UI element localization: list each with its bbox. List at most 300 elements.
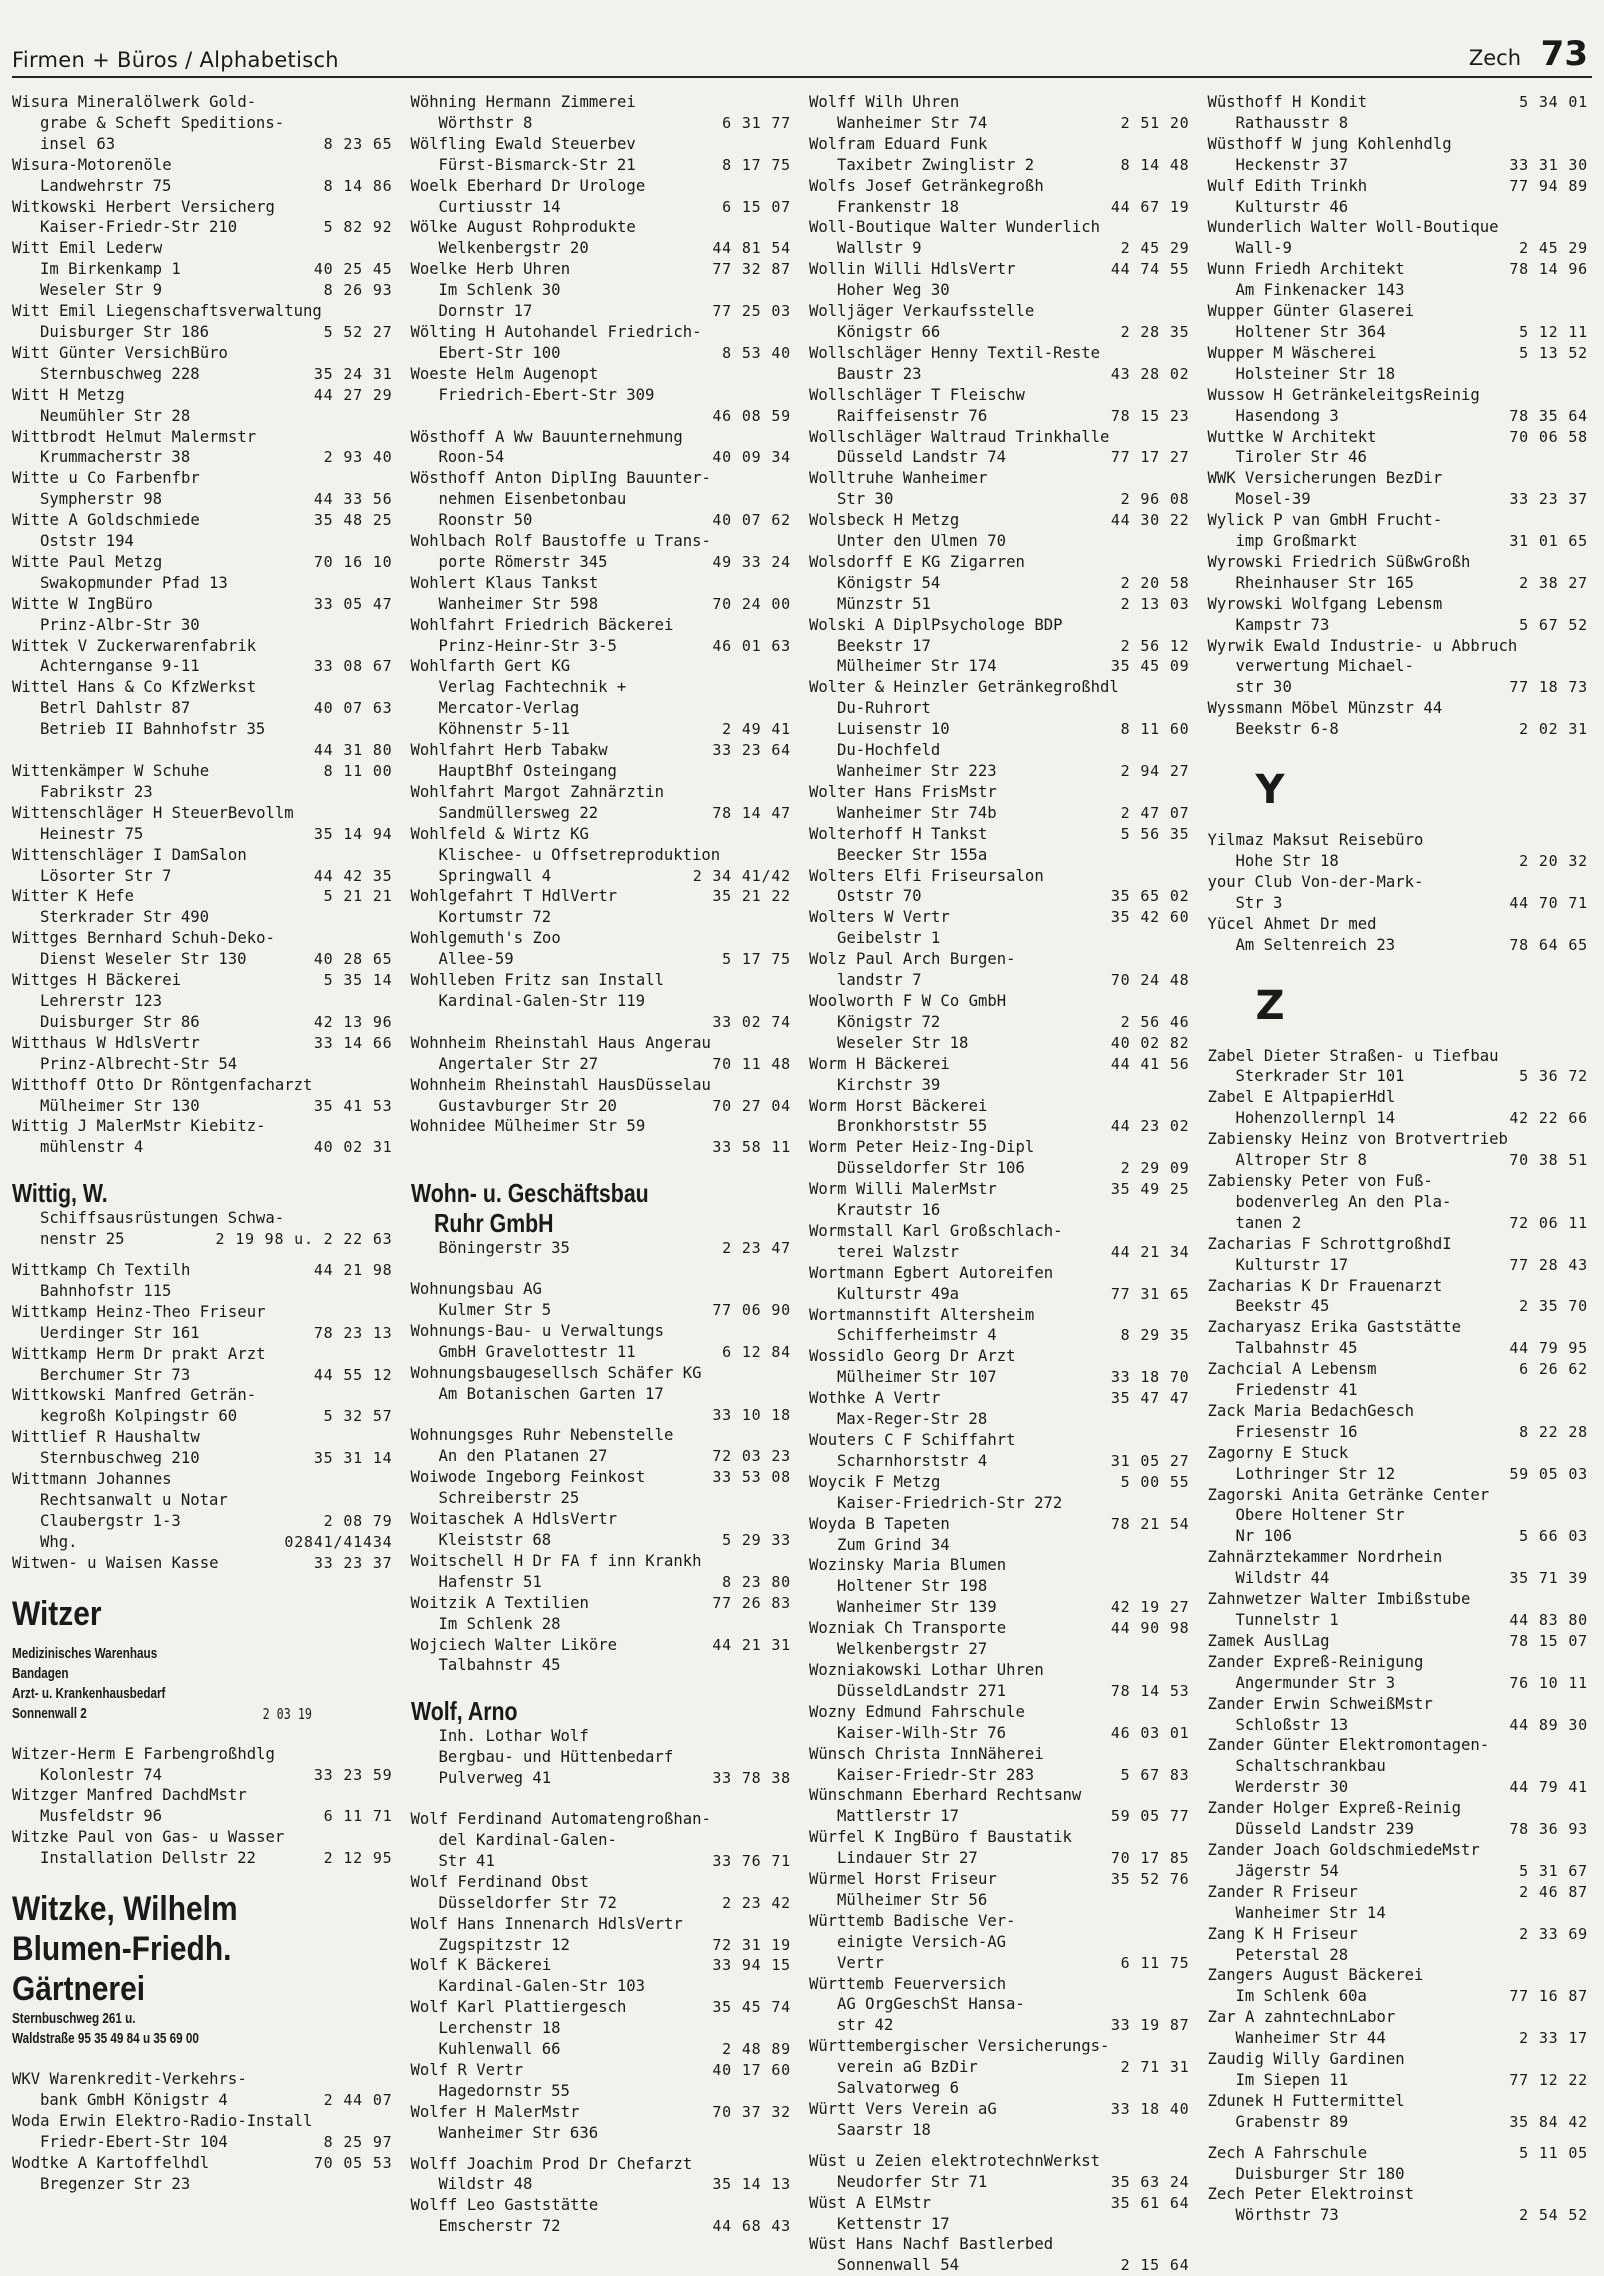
- entry-text: Wothke A Vertr: [809, 1389, 941, 1408]
- entry-line: [809, 2099, 1194, 2120]
- entry-text: An den Platanen 27: [438, 1447, 608, 1466]
- phone-number: 2 28 35: [1120, 322, 1190, 341]
- phone-number: 40 02 82: [1110, 1033, 1190, 1052]
- phone-number: 35 24 31: [313, 364, 393, 383]
- entry-text: Wohnungsbaugesellsch Schäfer KG: [410, 1363, 702, 1382]
- phone-number: 44 21 98: [313, 1261, 393, 1280]
- entry-continuation: [1208, 2028, 1593, 2049]
- entry-text: Wanheimer Str 598: [438, 594, 599, 613]
- entry-text: Landwehrstr 75: [40, 176, 172, 195]
- entry-text: Woolworth F W Co GmbH: [809, 991, 1007, 1010]
- entry-line: [809, 1514, 1194, 1535]
- entry-text: Königstr 66: [837, 322, 941, 341]
- entry-text: Oststr 194: [40, 532, 134, 551]
- phone-number: 35 14 13: [712, 2175, 791, 2194]
- entry-continuation: [411, 677, 796, 698]
- entry-continuation: [12, 1765, 397, 1786]
- entry-continuation: [809, 1535, 1194, 1556]
- entry-continuation: [1208, 1296, 1593, 1317]
- entry-line: [809, 1555, 1194, 1576]
- entry-text: Kulturstr 49a: [837, 1284, 960, 1303]
- entry-continuation: [411, 155, 796, 176]
- entry-text: Wohlfeld & Wirtz KG: [410, 824, 589, 843]
- phone-number: 44 31 80: [313, 741, 393, 760]
- phone-number: 5 31 67: [1519, 1861, 1588, 1880]
- entry-continuation: [12, 1848, 397, 1869]
- entry-continuation: [809, 1116, 1194, 1137]
- phone-number: 44 33 56: [313, 490, 393, 509]
- entry-continuation: [809, 364, 1194, 385]
- entry-continuation: [809, 238, 1194, 259]
- entry-continuation: [809, 1806, 1194, 1827]
- entry-text: Zabel Dieter Straßen- u Tiefbau: [1207, 1046, 1499, 1065]
- phone-number: 2 48 89: [722, 2040, 791, 2059]
- phone-number: 40 25 45: [313, 260, 393, 279]
- entry-text: Zang K H Friseur: [1207, 1924, 1358, 1943]
- entry-continuation: [12, 991, 397, 1012]
- entry-text: Zachcial A Lebensm: [1207, 1360, 1377, 1379]
- entry-line: [1208, 134, 1593, 155]
- entry-continuation: [12, 949, 397, 970]
- phone-number: 44 89 30: [1509, 1715, 1588, 1734]
- entry-continuation: [411, 1488, 796, 1509]
- entry-line: [411, 176, 796, 197]
- phone-number: 70 24 48: [1110, 971, 1190, 990]
- phone-number: 2 20 32: [1519, 852, 1588, 870]
- entry-continuation: [411, 1851, 796, 1872]
- entry-text: Wupper M Wäscherei: [1207, 343, 1377, 362]
- entry-line: [411, 656, 796, 677]
- phone-number: 35 41 53: [313, 1096, 393, 1115]
- section-letter: Z: [1255, 982, 1285, 1029]
- phone-number: 70 17 85: [1110, 1849, 1190, 1868]
- entry-text: Sternbuschweg 210: [40, 1449, 200, 1468]
- entry-text: Zander Erwin SchweißMstr: [1207, 1694, 1433, 1713]
- entry-text: Klischee- u Offsetreproduktion: [438, 845, 721, 864]
- entry-text: Im Schlenk 28: [438, 1614, 561, 1633]
- entry-text: Woitschell H Dr FA f inn Krankh: [410, 1551, 702, 1570]
- entry-line: [12, 1075, 397, 1096]
- entry-continuation: [12, 1323, 397, 1344]
- spacer: [1208, 1036, 1593, 1046]
- entry-text: Wüsthoff H Kondit: [1207, 93, 1368, 111]
- entry-text: Witzger Manfred DachdMstr: [12, 1786, 247, 1805]
- entry-continuation: [1208, 719, 1593, 740]
- entry-text: Wunderlich Walter Woll-Boutique: [1207, 218, 1499, 237]
- spacer: [809, 2141, 1194, 2151]
- entry-text: Wohlbach Rolf Baustoffe u Trans-: [410, 532, 711, 551]
- entry-text: Friedrich-Ebert-Str 309: [438, 385, 655, 404]
- entry-line: [411, 92, 796, 113]
- entry-text: Tunnelstr 1: [1235, 1611, 1339, 1629]
- entry-continuation: [1208, 1066, 1593, 1087]
- phone-number: 77 94 89: [1509, 176, 1588, 195]
- entry-line: [809, 259, 1194, 280]
- entry-text: Zander Joach GoldschmiedeMstr: [1207, 1840, 1480, 1859]
- entry-text: Wohlleben Fritz san Install: [410, 971, 664, 990]
- spacer: [1208, 2133, 1593, 2143]
- entry-continuation: [411, 845, 796, 866]
- entry-line: [411, 782, 796, 803]
- phone-number: 2 45 29: [1120, 239, 1190, 258]
- entry-text: Wozniakowski Lothar Uhren: [809, 1660, 1044, 1679]
- entry-continuation: [12, 176, 397, 197]
- ad-heading: Blumen-Friedh.: [12, 1930, 232, 1969]
- entry-line: [12, 803, 397, 824]
- entry-text: Welkenbergstr 27: [837, 1640, 988, 1659]
- entry-text: Wohnidee Mülheimer Str 59: [410, 1117, 646, 1136]
- entry-line: [12, 1469, 397, 1490]
- ad-heading: Wolf, Arno: [410, 1696, 518, 1727]
- entry-text: Im Schlenk 60a: [1235, 1987, 1367, 2006]
- entry-continuation: [411, 489, 796, 510]
- entry-text: Mülheimer Str 107: [837, 1368, 997, 1387]
- entry-text: Woeste Helm Augenopt: [410, 364, 599, 383]
- entry-text: Wodtke A Kartoffelhdl: [12, 2153, 210, 2172]
- section-letter: Y: [1255, 767, 1285, 814]
- entry-text: Woelke Herb Uhren: [410, 260, 571, 279]
- entry-line: [809, 991, 1194, 1012]
- entry-text: Worm Willi MalerMstr: [809, 1180, 997, 1199]
- spacer: [12, 2049, 397, 2069]
- entry-text: Wallstr 9: [837, 239, 922, 258]
- entry-text: Wolters Elfi Friseursalon: [809, 866, 1044, 885]
- phone-number: 44 79 41: [1509, 1778, 1588, 1797]
- entry-line: [809, 92, 1194, 113]
- entry-text: Wölke August Rohprodukte: [410, 218, 636, 237]
- phone-number: 6 12 84: [722, 1342, 791, 1361]
- page-number: 73: [1540, 34, 1588, 74]
- phone-number: 78 14 53: [1110, 1681, 1190, 1700]
- phone-number: 42 19 27: [1110, 1598, 1190, 1617]
- entry-text: Wyrwik Ewald Industrie- u Abbruch: [1207, 636, 1518, 655]
- entry-continuation: [1208, 2205, 1593, 2226]
- entry-line: [12, 761, 397, 782]
- entry-line: [809, 1785, 1194, 1806]
- phone-number: 8 26 93: [323, 281, 393, 300]
- entry-text: Unter den Ulmen 70: [837, 532, 1006, 551]
- phone-number: 72 06 11: [1509, 1213, 1588, 1232]
- entry-continuation: [411, 803, 796, 824]
- spacer: [12, 1869, 397, 1889]
- entry-text: nenstr 25: [40, 1230, 125, 1249]
- entry-text: Du-Ruhrort: [837, 699, 931, 718]
- entry-text: Wossidlo Georg Dr Arzt: [809, 1347, 1016, 1366]
- entry-line: [809, 1827, 1194, 1848]
- phone-number: 33 23 64: [712, 741, 791, 760]
- entry-continuation: [12, 1012, 397, 1033]
- phone-number: 70 11 48: [712, 1054, 791, 1073]
- entry-line: [1208, 698, 1593, 719]
- entry-continuation: [12, 406, 397, 427]
- entry-text: Geibelstr 1: [837, 929, 941, 948]
- entry-text: Holtener Str 198: [837, 1577, 988, 1596]
- phone-number: 2 34 41/42: [692, 866, 791, 885]
- phone-number: 2 54 52: [1519, 2206, 1588, 2225]
- entry-line: [1208, 914, 1593, 935]
- entry-text: Kirchstr 39: [837, 1075, 941, 1094]
- entry-line: [411, 1425, 796, 1446]
- entry-continuation: [411, 113, 796, 134]
- entry-text: Rechtsanwalt u Notar: [40, 1491, 228, 1509]
- entry-line: [12, 677, 397, 698]
- entry-text: your Club Von-der-Mark-: [1207, 872, 1424, 891]
- entry-continuation: [411, 1655, 796, 1676]
- entry-text: Taxibetr Zwinglistr 2: [837, 155, 1035, 174]
- phone-number: 2 45 29: [1519, 239, 1588, 258]
- phone-number: 49 33 24: [712, 552, 791, 571]
- entry-continuation: [1208, 1903, 1593, 1924]
- phone-number: 5 17 75: [722, 950, 791, 969]
- entry-continuation: [411, 1530, 796, 1551]
- entry-text: Württ Vers Verein aG: [809, 2100, 997, 2118]
- entry-line: [1208, 2143, 1593, 2164]
- entry-line: [411, 322, 796, 343]
- entry-text: Zech Peter Elektroinst: [1207, 2185, 1415, 2204]
- entry-line: [411, 2154, 796, 2175]
- entry-continuation: [12, 531, 397, 552]
- entry-text: Springwall 4: [438, 866, 552, 885]
- entry-text: Am Finkenacker 143: [1235, 281, 1405, 300]
- entry-line: [809, 677, 1194, 698]
- entry-text: Wolf Ferdinand Obst: [410, 1872, 589, 1891]
- phone-number: 35 45 09: [1110, 657, 1190, 676]
- phone-number: 5 82 92: [323, 218, 393, 237]
- entry-text: Köhnenstr 5-11: [438, 720, 570, 739]
- entry-line: [809, 1054, 1194, 1075]
- entry-line: [12, 197, 397, 218]
- phone-number: 33 76 71: [712, 1851, 791, 1870]
- entry-continuation: [809, 1932, 1194, 1953]
- entry-line: [809, 2193, 1194, 2214]
- phone-number: 42 22 66: [1509, 1109, 1588, 1128]
- entry-text: Bahnhofstr 115: [40, 1281, 172, 1300]
- entry-line: [411, 1872, 796, 1893]
- entry-text: Wittkowski Manfred Geträn-: [12, 1386, 257, 1405]
- spacer: [12, 1634, 397, 1644]
- entry-text: Kaiser-Friedrich-Str 272: [837, 1493, 1063, 1512]
- entry-line: [12, 510, 397, 531]
- entry-continuation: [809, 573, 1194, 594]
- entry-continuation: [1208, 1610, 1593, 1631]
- entry-line: [809, 1660, 1194, 1681]
- entry-line: [1208, 1276, 1593, 1297]
- phone-number: 44 21 34: [1110, 1242, 1190, 1261]
- phone-number: 2 08 79: [323, 1511, 393, 1530]
- entry-text: Wozny Edmund Fahrschule: [809, 1702, 1025, 1721]
- entry-line: [12, 886, 397, 907]
- phone-number: 78 23 13: [313, 1323, 393, 1342]
- phone-number: 6 11 71: [323, 1807, 393, 1826]
- entry-continuation: [12, 824, 397, 845]
- entry-continuation: [809, 322, 1194, 343]
- entry-text: Worm Horst Bäckerei: [809, 1096, 988, 1115]
- entry-text: Hagedornstr 55: [438, 2081, 570, 2100]
- entry-text: Zagorny E Stuck: [1207, 1443, 1349, 1462]
- entry-continuation: [1208, 1861, 1593, 1882]
- entry-text: WKV Warenkredit-Verkehrs-: [12, 2070, 247, 2089]
- entry-text: Wolz Paul Arch Burgen-: [809, 950, 1016, 969]
- entry-line: [1208, 552, 1593, 573]
- entry-continuation: [809, 740, 1194, 761]
- entry-line: [809, 134, 1194, 155]
- entry-line: [809, 782, 1194, 803]
- entry-continuation: [809, 1075, 1194, 1096]
- phone-number: 33 58 11: [712, 1138, 791, 1157]
- phone-number: 40 02 31: [313, 1138, 393, 1157]
- entry-text: Mattlerstr 17: [837, 1807, 960, 1826]
- entry-line: [1208, 1652, 1593, 1673]
- entry-text: Kulturstr 46: [1235, 197, 1349, 216]
- entry-text: Wuttke W Architekt: [1207, 427, 1377, 446]
- entry-continuation: [1208, 364, 1593, 385]
- phone-number: 2 03 19: [262, 1704, 312, 1723]
- entry-line: [12, 238, 397, 259]
- entry-continuation: [411, 2018, 796, 2039]
- entry-text: Wolljäger Verkaufsstelle: [809, 302, 1035, 321]
- entry-continuation: [1208, 113, 1593, 134]
- entry-text: Achternganse 9-11: [40, 657, 200, 676]
- entry-continuation: [12, 1532, 397, 1553]
- entry-continuation: [12, 1490, 397, 1511]
- entry-text: Wisura Mineralölwerk Gold-: [12, 93, 257, 111]
- entry-continuation: [809, 1367, 1194, 1388]
- entry-text: Zahnärztekammer Nordrhein: [1207, 1548, 1443, 1567]
- entry-text: Oststr 70: [837, 887, 922, 906]
- entry-text: Mosel-39: [1235, 490, 1311, 509]
- entry-text: bank GmbH Königstr 4: [40, 2090, 228, 2109]
- directory-columns: [12, 92, 1592, 2275]
- entry-text: Werderstr 30: [1235, 1778, 1349, 1797]
- entry-text: Duisburger Str 180: [1235, 2164, 1405, 2183]
- entry-continuation: [809, 531, 1194, 552]
- entry-continuation: [1208, 489, 1593, 510]
- entry-text: Kaiser-Friedr-Str 210: [40, 218, 238, 237]
- entry-line: [411, 1955, 796, 1976]
- entry-text: Pulverweg 41: [438, 1769, 552, 1788]
- entry-line: [1208, 1589, 1593, 1610]
- entry-line: [809, 510, 1194, 531]
- entry-text: Angertaler Str 27: [438, 1054, 599, 1073]
- entry-continuation: [809, 1242, 1194, 1263]
- entry-text: Gustavburger Str 20: [438, 1096, 617, 1115]
- spacer: [411, 1158, 796, 1178]
- entry-continuation: [411, 1726, 796, 1747]
- entry-text: Holsteiner Str 18: [1235, 364, 1396, 383]
- phone-number: 2 56 12: [1120, 636, 1190, 655]
- entry-text: mühlenstr 4: [40, 1138, 144, 1157]
- entry-text: Sandmüllersweg 22: [438, 803, 599, 822]
- entry-line: [1208, 1443, 1593, 1464]
- entry-text: Wisura-Motorenöle: [12, 155, 172, 174]
- entry-continuation: [1208, 1526, 1593, 1547]
- entry-text: Zabel E AltpapierHdl: [1207, 1088, 1396, 1107]
- entry-text: Mülheimer Str 56: [837, 1890, 988, 1909]
- entry-text: Schreiberstr 25: [438, 1489, 580, 1508]
- entry-continuation: [411, 991, 796, 1012]
- entry-text: Ebert-Str 100: [438, 343, 561, 362]
- entry-continuation: [411, 1384, 796, 1405]
- entry-continuation: [411, 238, 796, 259]
- entry-text: Württemb Badische Ver-: [809, 1911, 1016, 1930]
- entry-line: [809, 1974, 1194, 1995]
- ad-text: [12, 2009, 312, 2029]
- entry-line: [1208, 1485, 1593, 1506]
- entry-text: Witte A Goldschmiede: [12, 511, 200, 530]
- entry-continuation: [809, 1890, 1194, 1911]
- entry-text: Weseler Str 18: [837, 1033, 969, 1052]
- ad-text: [12, 2029, 312, 2049]
- entry-text: Rathausstr 8: [1235, 113, 1349, 132]
- entry-continuation: [411, 594, 796, 615]
- entry-text: Zacharias F SchrottgroßhdI: [1207, 1234, 1452, 1253]
- entry-text: Wolff Wilh Uhren: [809, 93, 960, 111]
- phone-number: 35 49 25: [1110, 1180, 1190, 1199]
- entry-text: Kuhlenwall 66: [438, 2040, 561, 2059]
- entry-continuation: [12, 1448, 397, 1469]
- entry-text: Württemb Feuerversich: [809, 1974, 1007, 1993]
- entry-continuation: [411, 2081, 796, 2102]
- entry-text: Sterkrader Str 101: [1235, 1067, 1405, 1086]
- phone-number: 44 55 12: [313, 1365, 393, 1384]
- entry-continuation: [411, 719, 796, 740]
- entry-continuation: [809, 155, 1194, 176]
- entry-continuation: [411, 343, 796, 364]
- phone-number: 33 14 66: [313, 1033, 393, 1052]
- spacer: [12, 1250, 397, 1260]
- entry-text: imp Großmarkt: [1235, 532, 1358, 551]
- entry-continuation: [411, 1572, 796, 1593]
- entry-continuation: [12, 447, 397, 468]
- entry-text: Worm H Bäckerei: [809, 1054, 950, 1073]
- ad-heading: Wittig, W.: [12, 1178, 108, 1209]
- phone-number: 33 08 67: [313, 657, 393, 676]
- entry-line: [411, 406, 796, 427]
- entry-text: Düsseldorfer Str 106: [837, 1159, 1025, 1178]
- phone-number: 78 36 93: [1509, 1820, 1588, 1839]
- phone-number: 5 35 14: [323, 971, 393, 990]
- phone-number: 6 26 62: [1519, 1360, 1588, 1379]
- entry-continuation: [809, 489, 1194, 510]
- phone-number: 77 17 27: [1110, 448, 1190, 467]
- entry-text: Salvatorweg 6: [837, 2079, 960, 2098]
- phone-number: 8 14 86: [323, 176, 393, 195]
- entry-text: Wohlfahrt Herb Tabakw: [410, 741, 608, 760]
- phone-number: 2 02 31: [1519, 720, 1588, 739]
- entry-text: Wildstr 48: [438, 2175, 533, 2194]
- entry-line: [1208, 1547, 1593, 1568]
- entry-line: [1208, 1317, 1593, 1338]
- entry-continuation: [411, 866, 796, 887]
- entry-line: [411, 1551, 796, 1572]
- entry-continuation: [12, 2174, 397, 2195]
- entry-line: [411, 468, 796, 489]
- entry-text: Friedr-Ebert-Str 104: [40, 2132, 228, 2151]
- entry-text: Neumühler Str 28: [40, 406, 191, 425]
- entry-text: Zagorski Anita Getränke Center: [1207, 1485, 1490, 1504]
- entry-line: [809, 1472, 1194, 1493]
- entry-text: Lindauer Str 27: [837, 1849, 978, 1868]
- entry-continuation: [1208, 238, 1593, 259]
- entry-text: Holtener Str 364: [1235, 322, 1386, 341]
- phone-number: 77 31 65: [1110, 1284, 1190, 1303]
- phone-number: 33 05 47: [313, 594, 393, 613]
- entry-text: Angermunder Str 3: [1235, 1673, 1396, 1692]
- running-head: [1469, 34, 1588, 74]
- entry-text: tanen 2: [1235, 1213, 1302, 1232]
- entry-line: [12, 636, 397, 657]
- phone-number: 2 13 03: [1120, 594, 1190, 613]
